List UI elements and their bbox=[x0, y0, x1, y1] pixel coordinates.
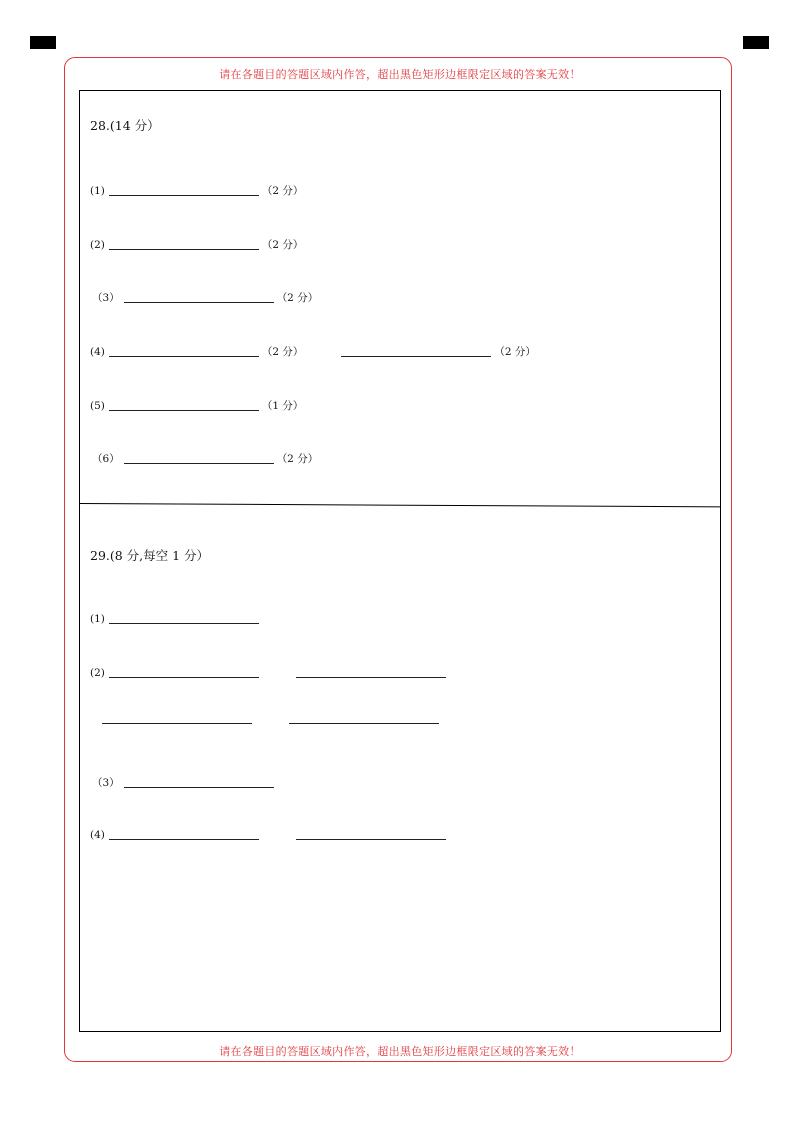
q28-label-2: (2) bbox=[90, 239, 105, 251]
question-29-title: 29.(8 分,每空 1 分） bbox=[90, 548, 210, 563]
q28-label-1: (1) bbox=[90, 185, 105, 197]
q28-row-4 bbox=[90, 344, 536, 359]
q29-blank-4b[interactable] bbox=[296, 839, 446, 840]
q28-row-3 bbox=[92, 290, 318, 305]
q28-score-3: （2 分） bbox=[276, 292, 319, 304]
q29-row-4 bbox=[90, 829, 449, 841]
q29-blank-2b[interactable] bbox=[296, 677, 446, 678]
q28-row-1 bbox=[90, 183, 303, 198]
q28-blank-2[interactable] bbox=[109, 249, 259, 250]
q28-row-5 bbox=[90, 398, 303, 413]
q29-row-1 bbox=[90, 613, 262, 625]
q29-blank-1[interactable] bbox=[109, 623, 259, 624]
warning-text-top: 请在各题目的答题区域内作答，超出黑色矩形边框限定区域的答案无效！ bbox=[219, 68, 581, 81]
q28-blank-3[interactable] bbox=[124, 302, 274, 303]
q28-row-2 bbox=[90, 237, 303, 252]
q28-blank-6[interactable] bbox=[124, 463, 274, 464]
q28-score-2: （2 分） bbox=[261, 239, 304, 251]
alignment-marker-right bbox=[743, 36, 769, 49]
warning-text-bottom: 请在各题目的答题区域内作答，超出黑色矩形边框限定区域的答案无效！ bbox=[219, 1045, 581, 1058]
q28-blank-5[interactable] bbox=[109, 410, 259, 411]
q29-row-2-cont bbox=[98, 721, 442, 722]
alignment-marker-left bbox=[30, 36, 56, 49]
q28-label-5: (5) bbox=[90, 400, 105, 412]
q28-blank-4a[interactable] bbox=[109, 356, 259, 357]
q28-row-6 bbox=[92, 451, 318, 466]
q29-label-3: （3） bbox=[92, 777, 120, 789]
question-28-title: 28.(14 分） bbox=[90, 118, 160, 133]
q28-label-4: (4) bbox=[90, 346, 105, 358]
q29-label-2: (2) bbox=[90, 667, 105, 679]
q28-label-6: （6） bbox=[92, 453, 120, 465]
q28-score-4b: （2 分） bbox=[494, 346, 536, 358]
q29-blank-2c[interactable] bbox=[102, 723, 252, 724]
q29-blank-2a[interactable] bbox=[109, 677, 259, 678]
q29-blank-2d[interactable] bbox=[289, 723, 439, 724]
q28-blank-4b[interactable] bbox=[341, 356, 491, 357]
q29-row-3 bbox=[92, 775, 277, 790]
q28-score-1: （2 分） bbox=[261, 185, 304, 197]
q29-blank-4a[interactable] bbox=[109, 839, 259, 840]
q28-score-4a: （2 分） bbox=[261, 346, 304, 358]
q29-blank-3[interactable] bbox=[124, 787, 274, 788]
q29-label-1: (1) bbox=[90, 613, 105, 625]
q28-blank-1[interactable] bbox=[109, 195, 259, 196]
q29-row-2 bbox=[90, 667, 449, 679]
q28-label-3: （3） bbox=[92, 292, 120, 304]
q28-score-5: （1 分） bbox=[261, 400, 304, 412]
q28-score-6: （2 分） bbox=[276, 453, 319, 465]
q29-label-4: (4) bbox=[90, 829, 105, 841]
